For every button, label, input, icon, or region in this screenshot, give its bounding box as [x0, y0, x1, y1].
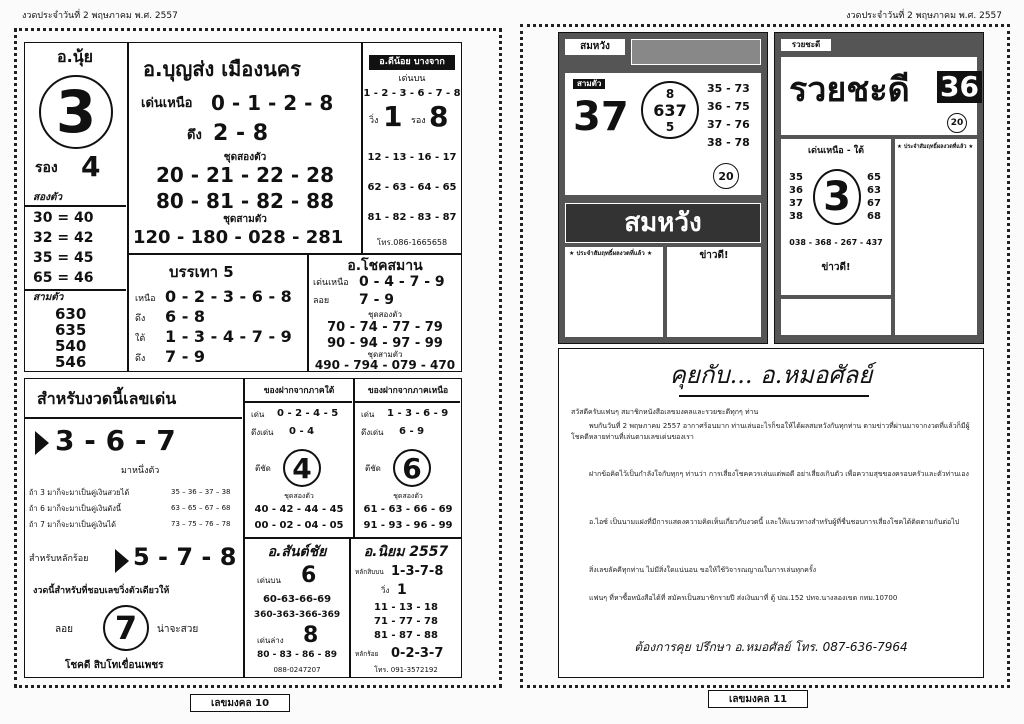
choke-three-1: 490 - 794 - 079 - 470 [314, 358, 456, 372]
special-line-1: ถ้า 3 มาก็จะมาเป็นคู่เงินสวยได้ [29, 488, 130, 497]
niyom-title: อ.นิยม 2557 [363, 544, 449, 560]
banthao-dung-value: 6 - 8 [165, 307, 206, 326]
denoi-panel [362, 42, 462, 254]
ruaysaedee-left-4: 38 [789, 211, 803, 222]
choke-loi-label: ลอย [313, 296, 330, 306]
right-page-footer: เลขมงคล 11 [708, 690, 808, 708]
article-p6: แฟนๆ ที่หาซื้อหนังสือได้ที่ สมัครเป็นสมาชิกรายปี ส่งเงินมาที่ ตู้ ปณ.152 ปทจ.นางลองเขต กทม.10700 [589, 594, 898, 602]
ruaysaedee-left-nums [789, 171, 811, 223]
ruaysaedee-number: 36 [937, 71, 982, 103]
boonsong-two-label: ชุดสองตัว [223, 152, 267, 163]
a-nui-panel [24, 42, 128, 372]
special-maa-label: มาหนึ่งตัว [121, 466, 160, 476]
article-panel [558, 348, 984, 678]
article-p3: ฝากข้อคิดไว้เป็นกำลังใจกับทุกๆ ท่านว่า การเสี่ยงโชคควรเล่นแต่พอดี อย่าเสี่ยงเกินตัว เพื่อความสุขของครอบครัวและตัวท่านเอง [589, 470, 969, 478]
special-line-3-nums: 73 – 75 – 76 – 78 [171, 520, 231, 528]
a-nui-title: อ.นุ้ย [57, 47, 93, 66]
banthao-dung-label: ดึง [135, 314, 146, 324]
niyom-r2: 71 - 77 - 78 [374, 616, 438, 627]
niyom-r1: 11 - 13 - 18 [374, 602, 438, 613]
sombwang-circle [641, 81, 699, 139]
denoi-den-value: 1 - 2 - 3 - 6 - 7 - 8 [363, 88, 461, 99]
sombwang-banner: สมหวัง [565, 203, 761, 243]
north-two-1: 61 - 63 - 66 - 69 [363, 504, 453, 515]
south-panel [244, 378, 354, 538]
south-tee-label: ตีชัด [255, 464, 271, 473]
banthao-tai-label: ใต้ [135, 334, 146, 344]
choke-panel [308, 254, 462, 372]
banthao-dung2-label: ดึง [135, 354, 146, 364]
a-nui-two-row-1: 30 = 40 [33, 210, 94, 226]
sanchai-lang-value: 8 [303, 623, 319, 648]
special-line-1-nums: 35 – 36 – 37 – 38 [171, 488, 231, 496]
denoi-wi-label: วิ่ง [369, 116, 379, 126]
south-den-value: 0 - 2 - 4 - 5 [277, 408, 339, 419]
left-page-header: งวดประจำวันที่ 2 พฤษภาคม พ.ศ. 2557 [22, 11, 178, 21]
banthao-panel [128, 254, 308, 372]
sombwang-pair-4: 38 - 78 [707, 136, 750, 149]
niyom-wi-value: 1 [397, 582, 407, 598]
sanchai-phone: 088-0247207 [273, 666, 321, 674]
special-line-2: ถ้า 6 มาก็จะมาเป็นคู่เงินดังนี้ [29, 504, 122, 513]
ruaysaedee-right-nums [867, 171, 889, 223]
ruaysaedee-den-label: เด่นเหนือ - ใต้ [808, 146, 864, 156]
sombwang-prev: ★ ประจำสัมฤทธิ์ผลงวดที่แล้ว ★ [569, 250, 653, 257]
sanchai-title: อ.สันต์ชัย [267, 544, 327, 560]
ruaysaedee-title-area [781, 57, 977, 135]
special-line-2-nums: 63 – 65 – 67 – 68 [171, 504, 231, 512]
choke-loi-value: 7 - 9 [359, 292, 395, 308]
sanchai-r2: 360-363-366-369 [253, 610, 341, 620]
sanchai-r3: 80 - 83 - 86 - 89 [256, 650, 338, 660]
south-two-1: 40 - 42 - 44 - 45 [254, 504, 344, 515]
choke-den-value: 0 - 4 - 7 - 9 [359, 274, 445, 290]
a-nui-three-row-3: 540 [55, 337, 87, 355]
sombwang-label: สามตัว [573, 79, 605, 89]
north-two-2: 91 - 93 - 96 - 99 [363, 520, 453, 531]
a-nui-three-row-1: 630 [55, 305, 87, 323]
south-den-label: เด่น [251, 410, 265, 419]
denoi-rong-value: 8 [429, 100, 449, 133]
special-suay: น่าจะสวย [157, 624, 199, 635]
denoi-r3: 81 - 82 - 83 - 87 [367, 212, 457, 223]
south-divider [245, 401, 352, 403]
sanchai-panel [244, 538, 350, 678]
denoi-den-label: เด่นบน [398, 74, 426, 84]
sombwang-logo: สมหวัง [565, 39, 625, 55]
sombwang-price-badge: 20 [713, 163, 739, 189]
a-nui-rong-value: 4 [81, 150, 101, 183]
north-dd-label: ดึงเด่น [361, 428, 384, 437]
boonsong-title: อ.บุญส่ง เมืองนคร [143, 57, 301, 81]
a-nui-three-row-4: 546 [55, 353, 87, 371]
ruaysaedee-prev: ★ ประจำสัมฤทธิ์ผลงวดที่แล้ว ★ [897, 144, 974, 150]
a-nui-divider-2 [25, 289, 126, 291]
ruaysaedee-title: รวยชะดี [789, 70, 910, 110]
north-den-value: 1 - 3 - 6 - 9 [387, 408, 449, 419]
ruaysaedee-main-number: 3 [813, 169, 861, 225]
banthao-dung2-value: 7 - 9 [165, 347, 206, 366]
banthao-nuea-value: 0 - 2 - 3 - 6 - 8 [165, 287, 292, 306]
north-panel [354, 378, 462, 538]
article-p5: สิ่งเลขลัคคีทุกท่าน ไม่มีสิ่งใดแน่นอน ขอให้ใช้วิจารณญาณในการเล่นทุกครั้ง [589, 566, 817, 574]
ruaysaedee-right-2: 63 [867, 185, 881, 196]
choke-three-label: ชุดสามตัว [367, 350, 403, 359]
niyom-panel [350, 538, 462, 678]
a-nui-two-row-2: 32 = 42 [33, 230, 94, 246]
sombwang-pair-2: 36 - 75 [707, 100, 750, 113]
a-nui-two-row-3: 35 = 45 [33, 250, 94, 266]
south-tee-value: 4 [283, 449, 321, 487]
special-panel [24, 378, 244, 678]
denoi-title: อ.ดีน้อย บางจาก [369, 55, 455, 70]
sombwang-news-box [667, 247, 761, 337]
article-title: คุยกับ... อ.หมอศัลย์ [669, 361, 873, 389]
denoi-wi-value: 1 [383, 100, 403, 133]
boonsong-dung-label: ดึง [187, 128, 202, 143]
sombwang-circle-top: 8 [665, 86, 675, 101]
boonsong-den-label: เด่นเหนือ [141, 96, 193, 111]
choke-title: อ.โชคสมาน [347, 258, 423, 274]
ruaysaedee-numbers-area [781, 139, 891, 295]
south-title: ของฝากจากภาคใต้ [263, 386, 335, 396]
ruaysaedee-bottom-box [781, 299, 891, 335]
special-lak-value: 5 - 7 - 8 [133, 543, 237, 571]
a-nui-divider-1 [25, 205, 126, 207]
special-divider [25, 417, 242, 419]
boonsong-den-value: 0 - 1 - 2 - 8 [211, 91, 334, 115]
ruaysaedee-left-2: 36 [789, 185, 803, 196]
north-tee-value: 6 [393, 449, 431, 487]
article-p4: อ.ไอซ์ เป็นนามแฝงที่มีการแสดงความคิดเห็นเกี่ยวกับงวดนี้ และให้แนวทางสำหรับผู้ที่ชื่นชอบการเสี่ยงโชคได้ติดตามกันต่อไป [589, 518, 960, 526]
special-sign: โชคดี สิบโทเขื่อนเพชร [65, 660, 164, 671]
right-page-header: งวดประจำวันที่ 2 พฤษภาคม พ.ศ. 2557 [846, 11, 1002, 21]
sombwang-cover [558, 32, 768, 344]
a-nui-three-label: สามตัว [33, 292, 64, 303]
sombwang-news: ข่าวดี! [699, 250, 729, 261]
boonsong-two-1: 20 - 21 - 22 - 28 [155, 163, 334, 187]
denoi-r2: 62 - 63 - 64 - 65 [367, 182, 457, 193]
ruaysaedee-three: 038 - 368 - 267 - 437 [789, 238, 883, 247]
sanchai-lang-label: เด่นล่าง [257, 636, 284, 645]
niyom-lak-label: หลักสิบบน [355, 568, 384, 576]
special-title: สำหรับงวดนี้เลขเด่น [37, 389, 177, 408]
choke-den-label: เด่นเหนือ [313, 278, 349, 288]
right-page [512, 0, 1024, 724]
article-contact: ต้องการคุย ปรึกษา อ.หมอศัลย์ โทร. 087-636-7964 [634, 640, 908, 654]
sanchai-den-value: 6 [301, 563, 317, 588]
special-loi-value: 7 [103, 605, 149, 651]
ruaysaedee-right-4: 68 [867, 211, 881, 222]
ruaysaedee-cover [774, 32, 984, 344]
a-nui-main-number: 3 [39, 75, 113, 149]
north-den-label: เด่น [361, 410, 375, 419]
banthao-tai-value: 1 - 3 - 4 - 7 - 9 [165, 327, 292, 346]
sombwang-numbers-area [565, 73, 761, 195]
special-lak-arrow-icon [115, 549, 129, 573]
boonsong-dung-value: 2 - 8 [213, 121, 269, 146]
boonsong-three-label: ชุดสามตัว [223, 214, 267, 225]
a-nui-two-row-4: 65 = 46 [33, 270, 94, 286]
special-line-3: ถ้า 7 มาก็จะมาเป็นคู่เงินได้ [29, 520, 117, 529]
article-p2: พบกันวันที่ 2 พฤษภาคม 2557 อากาศร้อนมาก ท่านเล่นอะไรก็ขอให้ได้ผลสมหวังกันทุกท่าน ตามข่าวที่ผ่านมาจากงวดที่แล้วก็มีผู้โชคดีหลายท่านที่เล่นตามเลขเด่นของเรา [571, 422, 970, 441]
sombwang-circle-mid: 637 [653, 100, 687, 120]
choke-two-2: 90 - 94 - 97 - 99 [327, 336, 443, 351]
ruaysaedee-right-3: 67 [867, 198, 881, 209]
niyom-phone: โทร. 091-3572192 [374, 666, 438, 674]
sombwang-prev-box [565, 247, 663, 337]
ruaysaedee-right-1: 65 [867, 172, 881, 183]
special-loi-label: ลอย [55, 624, 73, 635]
sombwang-big-number: 37 [573, 94, 629, 140]
south-two-2: 00 - 02 - 04 - 05 [254, 520, 344, 531]
boonsong-two-2: 80 - 81 - 82 - 88 [155, 189, 334, 213]
ruaysaedee-head: รวยชะดี [781, 39, 831, 51]
sanchai-den-label: เด่นบน [257, 576, 281, 585]
north-two-label: ชุดสองตัว [393, 492, 423, 500]
choke-two-label: ชุดสองตัว [368, 310, 402, 319]
north-tee-label: ตีชัด [365, 464, 381, 473]
ruaysaedee-left-3: 37 [789, 198, 803, 209]
niyom-roi-label: หลักร้อย [355, 650, 379, 658]
a-nui-rong-label: รอง [35, 160, 58, 176]
boonsong-three-1: 120 - 180 - 028 - 281 [133, 227, 344, 248]
denoi-r1: 12 - 13 - 16 - 17 [367, 152, 457, 163]
left-page-footer: เลขมงคล 10 [190, 694, 290, 712]
special-arrow-icon [35, 431, 49, 455]
special-single-line: งวดนี้สำหรับที่ชอบเลขวิ่งตัวเดียวให้ [33, 586, 170, 596]
special-main-value: 3 - 6 - 7 [55, 424, 176, 457]
north-divider [355, 401, 460, 403]
sanchai-r1: 60-63-66-69 [262, 594, 332, 605]
niyom-r3: 81 - 87 - 88 [374, 630, 438, 641]
south-dd-value: 0 - 4 [289, 426, 315, 437]
niyom-wi-label: วิ่ง [381, 586, 390, 595]
sombwang-header-band [631, 39, 761, 65]
denoi-rong-label: รอง [411, 116, 426, 126]
special-lak-label: สำหรับหลักร้อย [29, 554, 89, 564]
article-title-underline [679, 395, 869, 397]
sombwang-pair-1: 35 - 73 [707, 82, 750, 95]
niyom-roi-value: 0-2-3-7 [391, 646, 444, 661]
ruaysaedee-prev-box [895, 139, 977, 335]
denoi-phone: โทร.086-1665658 [376, 238, 448, 247]
sombwang-pair-3: 37 - 76 [707, 118, 750, 131]
niyom-lak-value: 1-3-7-8 [391, 564, 444, 579]
banthao-nuea-label: เหนือ [135, 294, 156, 304]
sombwang-circle-bot: 5 [665, 119, 675, 134]
south-dd-label: ดึงเด่น [251, 428, 274, 437]
a-nui-two-label: สองตัว [33, 192, 63, 203]
ruaysaedee-left-1: 35 [789, 172, 803, 183]
south-two-label: ชุดสองตัว [284, 492, 314, 500]
boonsong-panel [128, 42, 362, 254]
ruaysaedee-news: ข่าวดี! [821, 262, 851, 273]
choke-two-1: 70 - 74 - 77 - 79 [327, 320, 443, 335]
north-title: ของฝากจากภาคเหนือ [367, 386, 449, 396]
article-p1: สวัสดีครับแฟนๆ สมาชิกหนังสือเลขมงคลและรวยชะดีทุกๆ ท่าน [571, 408, 759, 416]
banthao-title: บรรเทา 5 [169, 263, 234, 281]
ruaysaedee-price-badge: 20 [947, 113, 967, 133]
a-nui-three-row-2: 635 [55, 321, 87, 339]
north-dd-value: 6 - 9 [399, 426, 425, 437]
